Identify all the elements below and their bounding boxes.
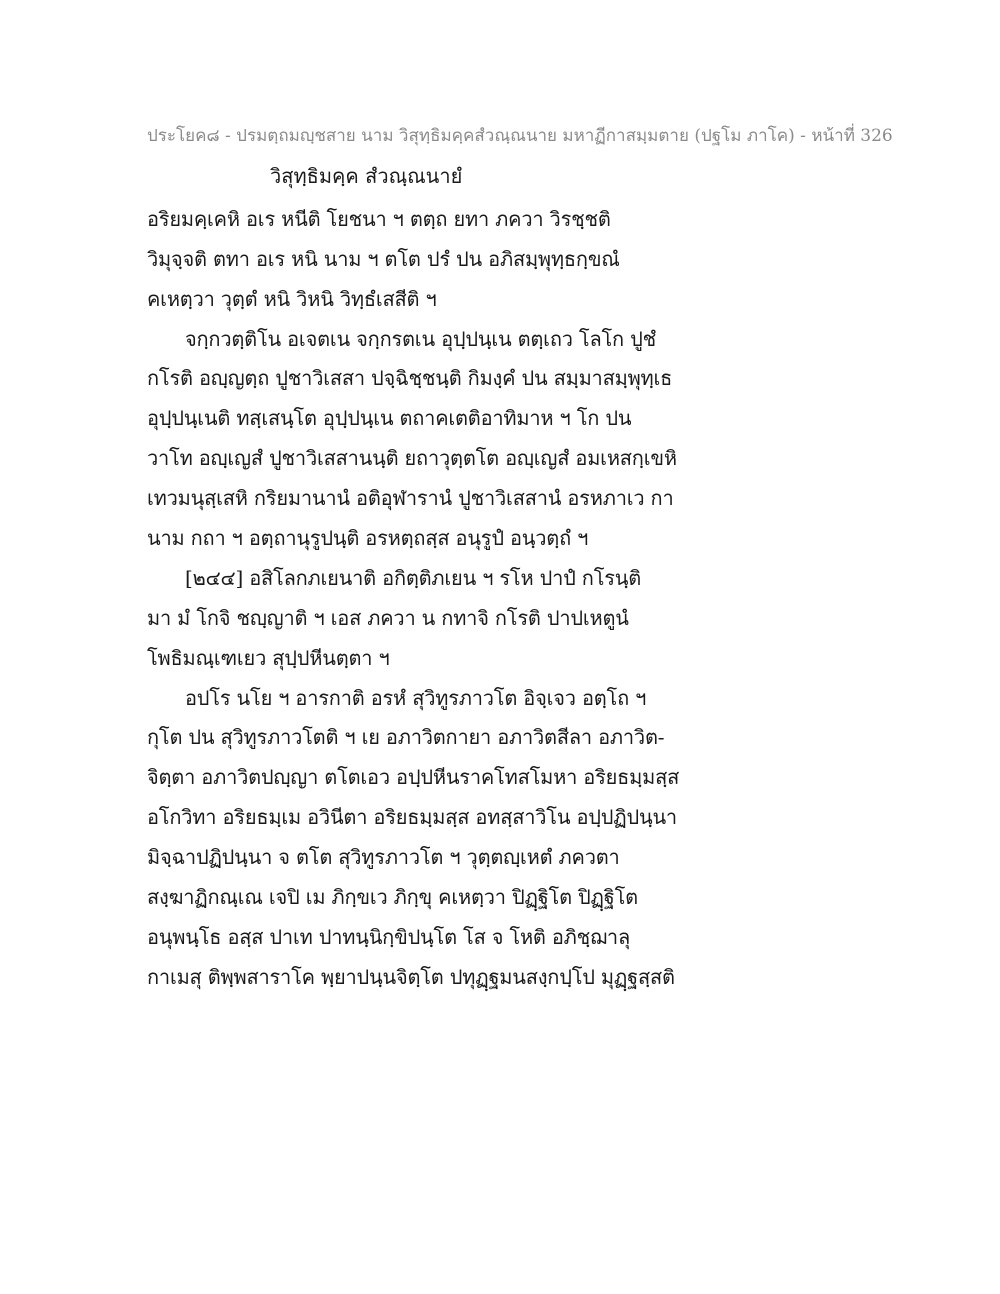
body-line: นาม กถา ฯ อตฺถานุรูปนฺติ อรหตฺถสฺส อนุรูปํ อนฺวตฺถํ ฯ	[147, 526, 589, 550]
body-line: คเหตฺวา วุตฺตํ หนิ วิหนิ วิทฺธํเสสีติ ฯ	[147, 287, 437, 311]
body-line: อโกวิทา อริยธมฺเม อวินีตา อริยธมฺมสฺส อทสฺสาวิโน อปฺปฏิปนฺนา	[147, 805, 677, 829]
paragraph-start-line: อปโร นโย ฯ อารกาติ อรหํ สุวิทูรภาวโต อิจฺเจว อตฺโถ ฯ	[185, 686, 647, 710]
body-line: มิจฺฉาปฏิปนฺนา จ ตโต สุวิทูรภาวโต ฯ วุตฺตญฺเหตํ ภควตา	[147, 845, 620, 869]
body-line: วาโท อญฺเญสํ ปูชาวิเสสานนฺติ ยถาวุตฺตโต อญฺเญสํ อมเหสกฺเขหิ	[147, 446, 677, 470]
paragraph-start-line: จกฺกวตฺติโน อเจตเน จกฺกรตเน อุปฺปนฺเน ตตฺเถว โลโก ปูชํ	[185, 327, 656, 351]
body-line: กุโต ปน สุวิทูรภาวโตติ ฯ เย อภาวิตกายา อภาวิตสีลา อภาวิต-	[147, 725, 665, 749]
body-line: อุปฺปนฺเนติ ทสฺเสนฺโต อุปฺปนฺเน ตถาคเตติอาทิมาห ฯ โก ปน	[147, 406, 632, 430]
body-line: กโรติ อญฺญตฺถ ปูชาวิเสสา ปจฺฉิชฺชนฺติ กิมงฺคํ ปน สมฺมาสมฺพุทฺเธ	[147, 366, 673, 390]
body-line: จิตฺตา อภาวิตปญฺญา ตโตเอว อปฺปหีนราคโทสโมหา อริยธมฺมสฺส	[147, 765, 680, 789]
section-title: วิสุทฺธิมคฺค สํวณฺณนายํ	[270, 164, 463, 188]
paragraph-start-line: [๒๔๔] อสิโลกภเยนาติ อกิตฺติภเยน ฯ รโห ปาปํ กโรนฺติ	[185, 566, 642, 590]
body-line: สงฺฆาฏิกณฺเณ เจปิ เม ภิกฺขเว ภิกฺขุ คเหตฺวา ปิฏฺฐิโต ปิฏฺฐิโต	[147, 885, 638, 909]
body-line: อริยมคฺเคหิ อเร หนีติ โยชนา ฯ ตตฺถ ยทา ภควา วิรชฺชติ	[147, 207, 611, 231]
body-line: เทวมนุสฺเสหิ กริยมานานํ อติอุฬารานํ ปูชาวิเสสานํ อรหภาเว กา	[147, 486, 674, 510]
body-line: วิมุจฺจติ ตทา อเร หนิ นาม ฯ ตโต ปรํ ปน อภิสมฺพุทฺธกฺขณํ	[147, 247, 620, 271]
running-header: ประโยค๘ - ปรมตฺถมญฺชสาย นาม วิสุทฺธิมคฺคสํวณฺณนาย มหาฏีกาสมฺมตาย (ปฐโม ภาโค) - หน้าที่ 326	[147, 126, 893, 146]
body-line: มา มํ โกจิ ชญฺญาติ ฯ เอส ภควา น กทาจิ กโรติ ปาปเหตูนํ	[147, 606, 629, 630]
body-line: โพธิมณฺเฑเยว สุปฺปหีนตฺตา ฯ	[147, 646, 390, 670]
body-line: อนุพนฺโธ อสฺส ปาเท ปาทนฺนิกฺขิปนฺโต โส จ โหติ อภิชฺฌาลุ	[147, 925, 631, 949]
body-line: กาเมสุ ติพฺพสาราโค พฺยาปนฺนจิตฺโต ปทุฏฺฐมนสงฺกปฺโป มุฏฺฐสฺสติ	[147, 965, 675, 989]
